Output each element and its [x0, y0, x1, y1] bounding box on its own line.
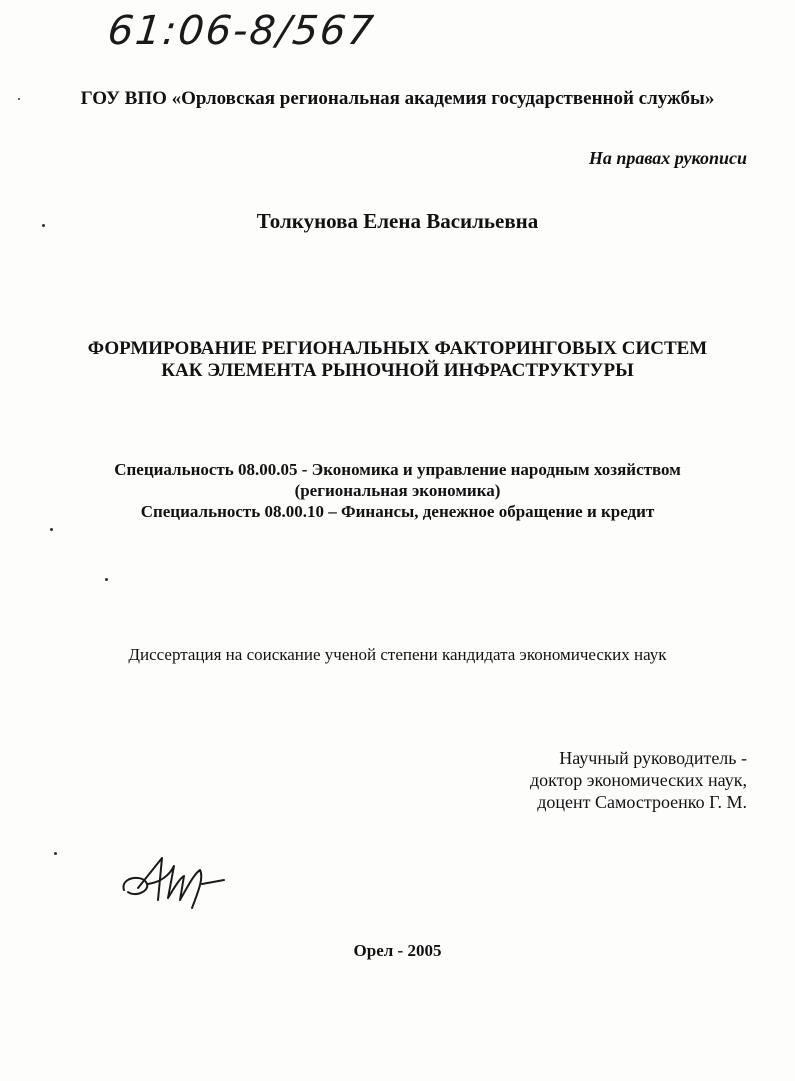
specialties — [0, 459, 795, 522]
organization-name: ГОУ ВПО «Орловская региональная академия государственной службы» — [80, 88, 715, 109]
manuscript-rights-note: На правах рукописи — [588, 148, 747, 168]
supervisor-line-3: доцент Самостроенко Г. М. — [537, 792, 747, 812]
scan-speck — [18, 98, 20, 100]
supervisor-line-2: доктор экономических наук, — [530, 770, 747, 790]
scan-speck — [42, 224, 45, 227]
catalog-number: 61:06-8/567 — [105, 8, 378, 54]
city-and-year: Орел - 2005 — [353, 941, 442, 960]
scan-speck — [54, 852, 57, 855]
author-name: Толкунова Елена Васильевна — [256, 209, 539, 233]
specialty-line-2: (региональная экономика) — [294, 481, 501, 500]
dissertation-type: Диссертация на соискание ученой степени кандидата экономических наук — [128, 645, 667, 664]
handwritten-signature — [118, 848, 238, 918]
scan-speck — [50, 528, 53, 531]
title-line-2: КАК ЭЛЕМЕНТА РЫНОЧНОЙ ИНФРАСТРУКТУРЫ — [161, 360, 634, 381]
specialty-line-3: Специальность 08.00.10 – Финансы, денежное обращение и кредит — [140, 502, 655, 521]
scan-speck — [105, 578, 108, 581]
supervisor-line-1: Научный руководитель - — [559, 748, 747, 768]
specialty-line-1: Специальность 08.00.05 - Экономика и управление народным хозяйством — [114, 460, 681, 479]
dissertation-title — [0, 338, 795, 382]
scientific-supervisor — [530, 747, 747, 813]
title-line-1: ФОРМИРОВАНИЕ РЕГИОНАЛЬНЫХ ФАКТОРИНГОВЫХ СИСТЕМ — [87, 338, 708, 359]
